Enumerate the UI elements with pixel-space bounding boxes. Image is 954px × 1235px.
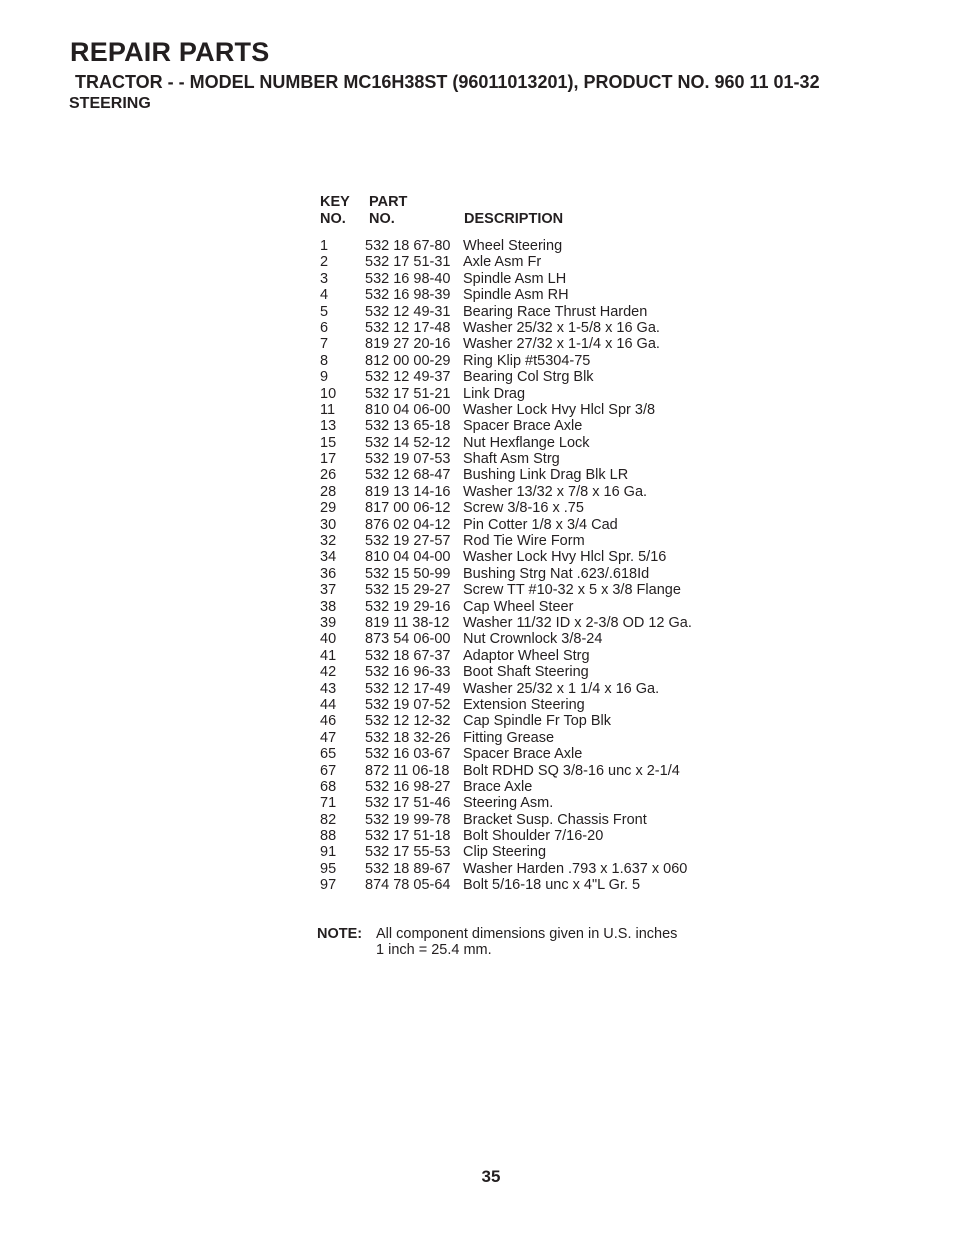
key-column-header-line1: KEY bbox=[320, 194, 350, 210]
part-column-header-line2: NO. bbox=[369, 211, 395, 227]
description-cell: Nut Hexflange Lock bbox=[463, 434, 590, 451]
part-no-cell: 532 16 98-39 bbox=[365, 287, 451, 304]
description-cell: Washer Harden .793 x 1.637 x 060 bbox=[463, 860, 688, 877]
key-no-cell: 65 bbox=[320, 746, 337, 763]
part-no-cell: 532 19 99-78 bbox=[365, 811, 451, 828]
key-no-cell: 8 bbox=[320, 352, 329, 369]
description-cell: Bearing Col Strg Blk bbox=[463, 369, 594, 386]
description-cell: Washer 11/32 ID x 2-3/8 OD 12 Ga. bbox=[463, 614, 692, 631]
description-cell: Rod Tie Wire Form bbox=[463, 533, 585, 550]
key-no-cell: 30 bbox=[320, 516, 337, 533]
key-no-cell: 9 bbox=[320, 369, 329, 386]
key-no-cell: 37 bbox=[320, 582, 337, 599]
description-cell: Nut Crownlock 3/8-24 bbox=[463, 631, 603, 648]
description-cell: Extension Steering bbox=[463, 696, 585, 713]
description-cell: Wheel Steering bbox=[463, 238, 563, 254]
key-column-header-line2: NO. bbox=[320, 211, 346, 227]
description-cell: Bushing Strg Nat .623/.618Id bbox=[463, 565, 650, 582]
description-cell: Washer 25/32 x 1 1/4 x 16 Ga. bbox=[463, 680, 660, 697]
key-no-cell: 3 bbox=[320, 270, 329, 287]
part-no-cell: 532 19 07-53 bbox=[365, 451, 451, 468]
key-no-cell: 13 bbox=[320, 418, 337, 435]
part-no-cell: 532 17 51-18 bbox=[365, 828, 451, 845]
key-no-cell: 36 bbox=[320, 565, 337, 582]
part-no-cell: 819 27 20-16 bbox=[365, 336, 451, 353]
part-no-cell: 532 17 51-21 bbox=[365, 385, 451, 402]
description-column-header: DESCRIPTION bbox=[464, 211, 564, 227]
part-no-cell: 876 02 04-12 bbox=[365, 516, 451, 533]
part-no-cell: 532 12 17-48 bbox=[365, 319, 451, 336]
page-number: 35 bbox=[481, 1167, 501, 1186]
description-cell: Brace Axle bbox=[463, 778, 533, 795]
note-line-1: All component dimensions given in U.S. inches bbox=[376, 926, 678, 942]
part-no-cell: 532 18 67-37 bbox=[365, 647, 451, 664]
description-cell: Cap Spindle Fr Top Blk bbox=[463, 713, 612, 730]
description-cell: Bushing Link Drag Blk LR bbox=[463, 467, 629, 484]
part-no-cell: 532 12 17-49 bbox=[365, 680, 451, 697]
key-no-cell: 88 bbox=[320, 828, 337, 845]
description-cell: Shaft Asm Strg bbox=[463, 451, 560, 468]
key-no-cell: 67 bbox=[320, 762, 337, 779]
description-cell: Ring Klip #t5304-75 bbox=[463, 352, 591, 369]
part-no-cell: 874 78 05-64 bbox=[365, 877, 451, 894]
part-no-cell: 532 12 68-47 bbox=[365, 467, 451, 484]
model-subtitle: TRACTOR - - MODEL NUMBER MC16H38ST (96011013201), PRODUCT NO. 960 11 01-32 bbox=[75, 72, 820, 92]
key-no-cell: 34 bbox=[320, 549, 337, 566]
key-no-cell: 5 bbox=[320, 303, 329, 320]
key-no-cell: 1 bbox=[320, 238, 329, 254]
key-no-cell: 32 bbox=[320, 533, 337, 550]
key-no-cell: 4 bbox=[320, 287, 329, 304]
part-no-cell: 532 14 52-12 bbox=[365, 434, 451, 451]
part-no-cell: 532 15 50-99 bbox=[365, 565, 451, 582]
part-no-cell: 817 00 06-12 bbox=[365, 500, 451, 517]
description-cell: Washer Lock Hvy Hlcl Spr. 5/16 bbox=[463, 549, 667, 566]
part-no-cell: 532 16 98-27 bbox=[365, 778, 451, 795]
key-no-cell: 47 bbox=[320, 729, 337, 746]
key-no-cell: 39 bbox=[320, 614, 337, 631]
part-no-cell: 532 17 51-31 bbox=[365, 254, 451, 271]
part-column-header-line1: PART bbox=[369, 194, 408, 210]
description-cell: Axle Asm Fr bbox=[463, 254, 542, 271]
section-heading: STEERING bbox=[69, 95, 151, 112]
description-cell: Screw TT #10-32 x 5 x 3/8 Flange bbox=[463, 582, 681, 599]
description-cell: Cap Wheel Steer bbox=[463, 598, 574, 615]
key-no-cell: 38 bbox=[320, 598, 337, 615]
part-no-cell: 532 13 65-18 bbox=[365, 418, 451, 435]
description-cell: Spindle Asm LH bbox=[463, 270, 567, 287]
key-no-cell: 95 bbox=[320, 860, 337, 877]
description-cell: Spacer Brace Axle bbox=[463, 746, 583, 763]
description-cell: Washer 25/32 x 1-5/8 x 16 Ga. bbox=[463, 319, 660, 336]
part-no-cell: 532 12 49-37 bbox=[365, 369, 451, 386]
description-cell: Link Drag bbox=[463, 385, 526, 402]
part-no-cell: 532 16 96-33 bbox=[365, 664, 451, 681]
description-cell: Fitting Grease bbox=[463, 729, 555, 746]
part-no-cell: 532 18 32-26 bbox=[365, 729, 451, 746]
part-no-cell: 532 16 98-40 bbox=[365, 270, 451, 287]
key-no-cell: 26 bbox=[320, 467, 337, 484]
description-cell: Spindle Asm RH bbox=[463, 287, 569, 304]
description-cell: Pin Cotter 1/8 x 3/4 Cad bbox=[463, 516, 618, 533]
part-no-cell: 532 17 55-53 bbox=[365, 844, 451, 861]
part-no-cell: 532 19 07-52 bbox=[365, 696, 451, 713]
part-no-cell: 819 13 14-16 bbox=[365, 483, 451, 500]
note-label: NOTE: bbox=[317, 926, 363, 942]
key-no-cell: 97 bbox=[320, 877, 337, 894]
part-no-cell: 819 11 38-12 bbox=[365, 614, 450, 631]
description-cell: Spacer Brace Axle bbox=[463, 418, 583, 435]
description-cell: Washer 13/32 x 7/8 x 16 Ga. bbox=[463, 483, 648, 500]
page-title: REPAIR PARTS bbox=[70, 37, 270, 67]
part-no-cell: 812 00 00-29 bbox=[365, 352, 451, 369]
key-no-cell: 2 bbox=[320, 254, 329, 271]
description-cell: Bolt Shoulder 7/16-20 bbox=[463, 828, 604, 845]
note-line-2: 1 inch = 25.4 mm. bbox=[376, 942, 492, 958]
description-cell: Adaptor Wheel Strg bbox=[463, 647, 590, 664]
description-cell: Bolt 5/16-18 unc x 4"L Gr. 5 bbox=[463, 877, 641, 894]
part-no-cell: 532 17 51-46 bbox=[365, 795, 451, 812]
description-cell: Washer Lock Hvy Hlcl Spr 3/8 bbox=[463, 401, 656, 418]
key-no-cell: 29 bbox=[320, 500, 337, 517]
key-no-cell: 17 bbox=[320, 451, 337, 468]
key-no-cell: 40 bbox=[320, 631, 337, 648]
key-no-cell: 42 bbox=[320, 664, 337, 681]
description-cell: Clip Steering bbox=[463, 844, 547, 861]
key-no-cell: 71 bbox=[320, 795, 337, 812]
part-no-cell: 810 04 06-00 bbox=[365, 401, 451, 418]
key-no-cell: 28 bbox=[320, 483, 337, 500]
description-cell: Bearing Race Thrust Harden bbox=[463, 303, 648, 320]
description-cell: Bracket Susp. Chassis Front bbox=[463, 811, 647, 828]
key-no-cell: 7 bbox=[320, 336, 329, 353]
key-no-cell: 68 bbox=[320, 778, 337, 795]
part-no-cell: 532 18 89-67 bbox=[365, 860, 451, 877]
part-no-cell: 532 16 03-67 bbox=[365, 746, 451, 763]
key-no-cell: 15 bbox=[320, 434, 337, 451]
part-no-cell: 873 54 06-00 bbox=[365, 631, 451, 648]
key-no-cell: 46 bbox=[320, 713, 337, 730]
part-no-cell: 810 04 04-00 bbox=[365, 549, 451, 566]
part-no-cell: 532 12 49-31 bbox=[365, 303, 451, 320]
part-no-cell: 532 19 29-16 bbox=[365, 598, 451, 615]
part-no-cell: 872 11 06-18 bbox=[365, 762, 450, 779]
key-no-cell: 6 bbox=[320, 319, 329, 336]
part-no-cell: 532 12 12-32 bbox=[365, 713, 451, 730]
key-no-cell: 43 bbox=[320, 680, 337, 697]
description-cell: Bolt RDHD SQ 3/8-16 unc x 2-1/4 bbox=[463, 762, 680, 779]
description-cell: Boot Shaft Steering bbox=[463, 664, 589, 681]
part-no-cell: 532 15 29-27 bbox=[365, 582, 451, 599]
description-cell: Steering Asm. bbox=[463, 795, 554, 812]
key-no-cell: 91 bbox=[320, 844, 337, 861]
key-no-cell: 11 bbox=[320, 401, 336, 418]
description-cell: Screw 3/8-16 x .75 bbox=[463, 500, 584, 517]
key-no-cell: 41 bbox=[320, 647, 337, 664]
part-no-cell: 532 19 27-57 bbox=[365, 533, 451, 550]
key-no-cell: 44 bbox=[320, 696, 337, 713]
description-cell: Washer 27/32 x 1-1/4 x 16 Ga. bbox=[463, 336, 660, 353]
key-no-cell: 82 bbox=[320, 811, 337, 828]
part-no-cell: 532 18 67-80 bbox=[365, 238, 451, 254]
key-no-cell: 10 bbox=[320, 385, 337, 402]
